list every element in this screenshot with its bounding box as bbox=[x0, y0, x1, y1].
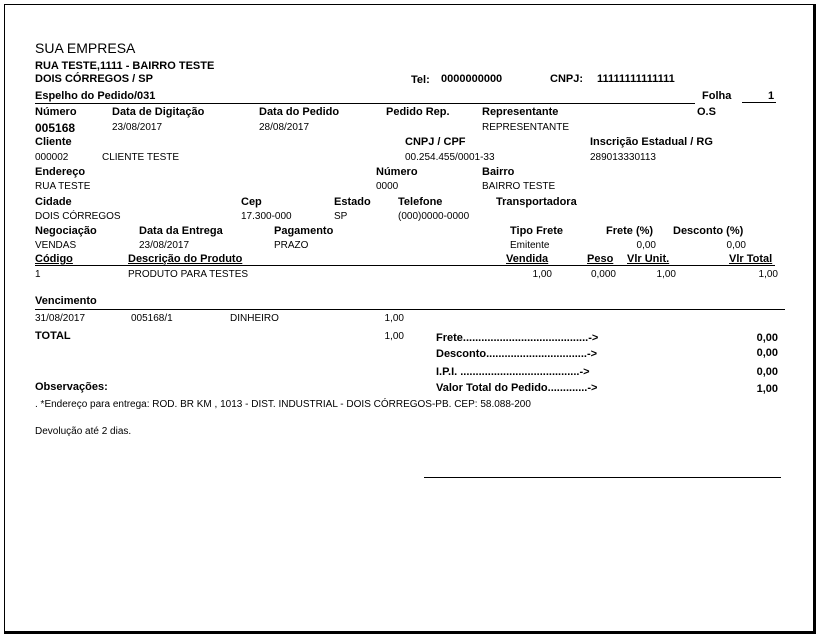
frete-pct-label: Frete (%) bbox=[606, 225, 654, 237]
frete-summary-label: Frete.........................................-> bbox=[436, 332, 599, 344]
representante-label: Representante bbox=[482, 106, 559, 118]
item-vendida: 1,00 bbox=[532, 269, 552, 280]
cep-label: Cep bbox=[241, 196, 262, 208]
item-codigo: 1 bbox=[35, 269, 41, 280]
data-pedido-value: 28/08/2017 bbox=[259, 122, 310, 133]
tipo-frete-value: Emitente bbox=[510, 240, 550, 251]
negociacao-label: Negociação bbox=[35, 225, 97, 237]
frete-pct-value: 0,00 bbox=[636, 240, 656, 251]
item-peso: 0,000 bbox=[590, 269, 616, 280]
desconto-summary-value: 0,00 bbox=[756, 347, 778, 359]
cidade-value: DOIS CÓRREGOS bbox=[35, 211, 121, 222]
vencimento-data: 31/08/2017 bbox=[35, 313, 86, 324]
estado-label: Estado bbox=[334, 196, 371, 208]
cidade-label: Cidade bbox=[35, 196, 72, 208]
items-col-descricao: Descrição do Produto bbox=[128, 253, 243, 265]
observacoes-line-1: . *Endereço para entrega: ROD. BR KM , 1013 - DIST. INDUSTRIAL - DOIS CÓRREGOS-PB. CEP: 58.088-200 bbox=[35, 399, 531, 410]
item-vlr-total: 1,00 bbox=[758, 269, 778, 280]
observacoes-label: Observações: bbox=[35, 381, 108, 393]
company-city: DOIS CÓRREGOS / SP bbox=[35, 73, 153, 85]
valor-total-value: 1,00 bbox=[756, 383, 778, 395]
frete-summary-value: 0,00 bbox=[756, 332, 778, 344]
negociacao-value: VENDAS bbox=[35, 240, 77, 251]
item-descricao: PRODUTO PARA TESTES bbox=[128, 269, 249, 280]
vencimento-doc: 005168/1 bbox=[131, 313, 173, 324]
vencimento-label: Vencimento bbox=[35, 295, 97, 307]
estado-value: SP bbox=[334, 211, 348, 222]
desconto-summary-label: Desconto.................................-> bbox=[436, 348, 598, 360]
cliente-label: Cliente bbox=[35, 136, 72, 148]
data-pedido-label: Data do Pedido bbox=[259, 106, 340, 118]
bairro-label: Bairro bbox=[482, 166, 515, 178]
items-col-vendida: Vendida bbox=[506, 253, 549, 265]
os-label: O.S bbox=[697, 106, 716, 118]
numero-value: 005168 bbox=[35, 121, 76, 135]
vencimento-forma: DINHEIRO bbox=[230, 313, 279, 324]
cnpj-label: CNPJ: bbox=[550, 73, 584, 85]
items-header-divider bbox=[35, 265, 775, 266]
tel-value: 0000000000 bbox=[441, 73, 503, 85]
telefone-label: Telefone bbox=[398, 196, 443, 208]
pagamento-value: PRAZO bbox=[274, 240, 309, 251]
cnpj-value: 11111111111111 bbox=[597, 73, 675, 85]
desconto-pct-value: 0,00 bbox=[726, 240, 746, 251]
company-address: RUA TESTE,1111 - BAIRRO TESTE bbox=[35, 60, 215, 72]
inscricao-value: 289013330113 bbox=[590, 152, 656, 163]
ipi-summary-label: I.P.I. .......................................-> bbox=[436, 366, 590, 378]
header-divider bbox=[35, 103, 695, 104]
folha-value: 1 bbox=[768, 90, 775, 102]
items-col-peso: Peso bbox=[587, 253, 614, 265]
valor-total-label: Valor Total do Pedido.............-> bbox=[436, 382, 598, 394]
cliente-code: 000002 bbox=[35, 152, 69, 163]
numero-end-value: 0000 bbox=[376, 181, 399, 192]
tipo-frete-label: Tipo Frete bbox=[510, 225, 563, 237]
vencimento-valor: 1,00 bbox=[384, 313, 404, 324]
items-col-codigo: Código bbox=[35, 253, 73, 265]
digitacao-value: 23/08/2017 bbox=[112, 122, 163, 133]
cnpj-cpf-label: CNPJ / CPF bbox=[405, 136, 466, 148]
numero-label: Número bbox=[35, 106, 77, 118]
cep-value: 17.300-000 bbox=[241, 211, 292, 222]
signature-line bbox=[424, 477, 781, 478]
document-title: Espelho do Pedido/031 bbox=[35, 90, 156, 102]
total-label: TOTAL bbox=[35, 330, 71, 342]
pedido-rep-label: Pedido Rep. bbox=[386, 106, 450, 118]
cliente-name: CLIENTE TESTE bbox=[102, 152, 180, 163]
representante-value: REPRESENTANTE bbox=[482, 122, 570, 133]
observacoes-line-2: Devolução até 2 dias. bbox=[35, 426, 132, 437]
item-vlr-unit: 1,00 bbox=[656, 269, 676, 280]
company-name: SUA EMPRESA bbox=[35, 40, 136, 56]
folha-label: Folha bbox=[702, 90, 732, 102]
items-col-vlr-total: Vlr Total bbox=[729, 253, 773, 265]
inscricao-label: Inscrição Estadual / RG bbox=[590, 136, 713, 148]
digitacao-label: Data de Digitação bbox=[112, 106, 205, 118]
transportadora-label: Transportadora bbox=[496, 196, 577, 208]
cnpj-cpf-value: 00.254.455/0001-33 bbox=[405, 152, 495, 163]
endereco-label: Endereço bbox=[35, 166, 86, 178]
entrega-value: 23/08/2017 bbox=[139, 240, 190, 251]
items-col-vlr-unit: Vlr Unit. bbox=[627, 253, 670, 265]
entrega-label: Data da Entrega bbox=[139, 225, 223, 237]
total-value: 1,00 bbox=[384, 331, 404, 342]
telefone-value: (000)0000-0000 bbox=[398, 211, 470, 222]
bairro-value: BAIRRO TESTE bbox=[482, 181, 556, 192]
desconto-pct-label: Desconto (%) bbox=[673, 225, 744, 237]
vencimento-divider bbox=[35, 309, 785, 310]
ipi-summary-value: 0,00 bbox=[756, 366, 778, 378]
pagamento-label: Pagamento bbox=[274, 225, 334, 237]
endereco-value: RUA TESTE bbox=[35, 181, 91, 192]
tel-label: Tel: bbox=[411, 74, 430, 86]
numero-end-label: Número bbox=[376, 166, 418, 178]
